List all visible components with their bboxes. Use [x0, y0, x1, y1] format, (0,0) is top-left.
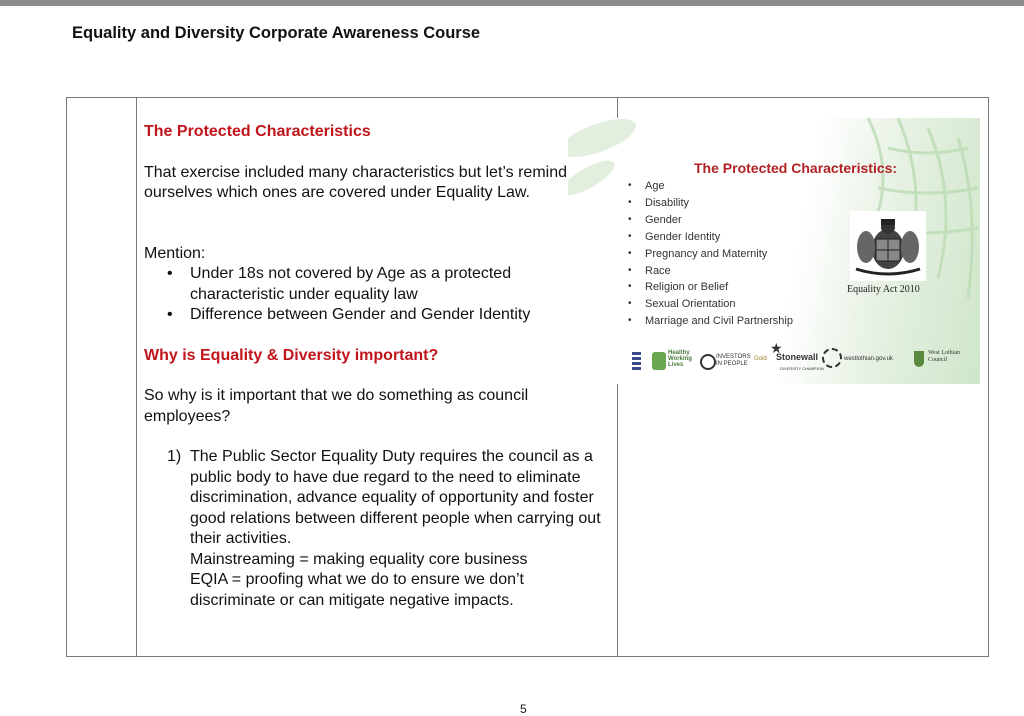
list-item: • Gender Identity	[628, 229, 793, 246]
section-heading-protected: The Protected Characteristics	[144, 123, 371, 140]
points-list	[144, 447, 614, 611]
list-item: • Disability	[628, 195, 793, 212]
document-title: Equality and Diversity Corporate Awareness Course	[72, 24, 481, 42]
list-item: • Age	[628, 178, 793, 195]
lesson-content	[144, 122, 614, 611]
slide-characteristics-list	[628, 178, 793, 330]
list-item: • Marriage and Civil Partnership	[628, 313, 793, 330]
list-item: • Religion or Belief	[628, 279, 793, 296]
question-text: So why is it important that we do something as council employees?	[144, 387, 529, 425]
investors-in-people-logo: INVESTORS IN PEOPLE	[716, 354, 751, 367]
list-item: • Under 18s not covered by Age as a protected characteristic under equality law	[144, 264, 614, 305]
intro-text: That exercise included many characteristics but let’s remind ourselves which ones are covered under Equality Law.	[144, 163, 567, 201]
list-item: • Difference between Gender and Gender Identity	[144, 305, 614, 326]
bars-logo-icon	[632, 352, 641, 370]
website-label: westlothian.gov.uk	[844, 356, 893, 362]
star-icon: ★	[770, 340, 783, 356]
list-item: 1) The Public Sector Equality Duty requires the council as a public body to have due regard to the need to eliminate discrimination, advance equality of opportunity and foster good relations between different people when carrying out their activities. Mainstreaming = making equality core business EQIA = proofing what we do to ensure we don’t discriminate or can mitigate negative impacts.	[167, 448, 601, 609]
list-number: 1)	[167, 448, 182, 465]
page-number: 5	[520, 702, 527, 716]
gold-label: Gold	[754, 356, 767, 362]
tick-badge-icon	[822, 348, 842, 368]
top-bar	[0, 0, 1024, 6]
west-lothian-council-logo: West Lothian Council	[928, 350, 961, 363]
list-item: • Gender	[628, 212, 793, 229]
mention-label: Mention:	[144, 244, 206, 262]
investors-ring-icon	[700, 354, 716, 370]
people-logo-icon	[652, 352, 666, 370]
section-heading-why: Why is Equality & Diversity important?	[144, 346, 439, 364]
crest-caption: Equality Act 2010	[847, 284, 920, 295]
list-item: • Sexual Orientation	[628, 296, 793, 313]
slide-title: The Protected Characteristics:	[694, 160, 898, 176]
stonewall-subtitle: DIVERSITY CHAMPION	[780, 366, 824, 371]
royal-crest-icon	[850, 211, 926, 281]
list-item: • Pregnancy and Maternity	[628, 246, 793, 263]
council-crest-icon	[914, 351, 924, 367]
logo-strip	[630, 340, 970, 376]
list-item: • Race	[628, 263, 793, 280]
healthy-working-lives-logo: Healthy Working Lives	[668, 350, 692, 368]
mention-list	[144, 264, 614, 326]
slide-image	[568, 118, 980, 384]
stonewall-logo: Stonewall	[776, 352, 819, 362]
column-divider	[136, 98, 137, 656]
